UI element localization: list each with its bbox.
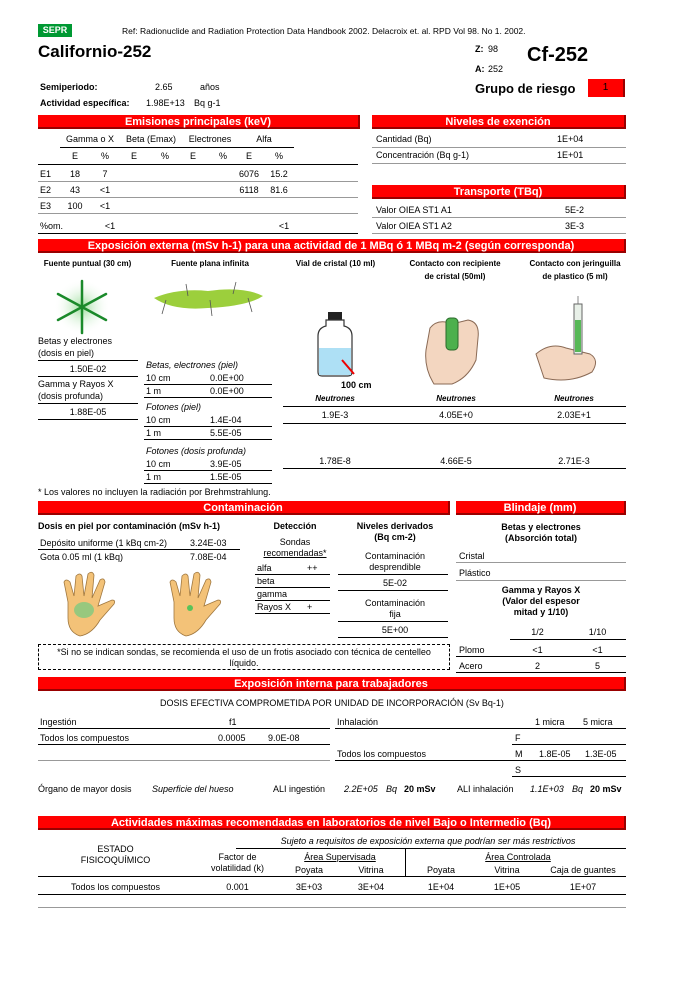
- plane-distance: 10 cm: [146, 459, 171, 469]
- neutrons-row1-vial: 1.9E-3: [321, 410, 349, 420]
- emissions-group-gamma: Gamma o X: [65, 134, 114, 144]
- beta-electrons-label-1: Betas y electrones: [38, 336, 113, 346]
- probe-note-1: *Si no se indican sondas, se recomienda el uso de un frotis asociado con técnica de centelleo: [57, 647, 431, 657]
- state-label-2: FISICOQUÍMICO: [80, 855, 151, 865]
- shield-lead-tenth: <1: [592, 645, 603, 655]
- exemption-concentration-value: 1E+01: [557, 150, 584, 160]
- a-value: 252: [488, 64, 504, 74]
- col-bench-supervised: Poyata: [294, 865, 324, 875]
- probes-label-1: Sondas: [279, 537, 311, 547]
- col-container-2: de cristal (50ml): [424, 272, 486, 281]
- plane-distance: 1 m: [146, 428, 162, 438]
- col-vial: Vial de cristal (10 ml): [295, 259, 376, 268]
- fixed-value: 5E+00: [381, 625, 409, 635]
- exemption-quantity-value: 1E+04: [557, 134, 584, 144]
- emissions-subhead: E: [189, 151, 196, 161]
- emissions-cell: <1: [99, 185, 111, 195]
- emissions-pct-value: <1: [104, 221, 116, 231]
- col-point-source: Fuente puntual (30 cm): [43, 259, 132, 268]
- deposit-label: Depósito uniforme (1 kBq cm-2): [40, 538, 168, 548]
- risk-label: Grupo de riesgo: [475, 81, 576, 96]
- plane-source-icon: [148, 278, 268, 323]
- emissions-row-label: E3: [40, 201, 52, 211]
- shielding-title: Blindaje (mm): [456, 501, 626, 515]
- plane-distance: 1 m: [146, 386, 162, 396]
- neutrons-label-syringe: Neutrones: [554, 394, 594, 403]
- transport-title: Transporte (TBq): [372, 185, 626, 199]
- reference-text: Ref: Radionuclide and Radiation Protection Data Handbook 2002. Delacroix et. al. RPD Vol 98. No 1. 2002.: [122, 26, 526, 36]
- max-activity-title: Actividades máximas recomendadas en laboratorios de nivel Bajo o Intermedio (Bq): [38, 816, 626, 830]
- hand-deposit-icon: [54, 570, 126, 642]
- half-life-unit: años: [200, 82, 220, 92]
- plane-value: 0.0E+00: [210, 386, 244, 396]
- shield-col-tenth: 1/10: [588, 627, 607, 637]
- shield-steel-half: 2: [534, 661, 540, 671]
- max-hood-supervised: 3E+04: [357, 882, 385, 892]
- nuclide-name: Californio-252: [38, 42, 152, 61]
- shield-col-half: 1/2: [531, 627, 544, 637]
- col-container-1: Contacto con recipiente: [409, 259, 501, 268]
- transport-a2-label: Valor OIEA ST1 A2: [376, 221, 452, 231]
- gamma-x-value: 1.88E-05: [69, 407, 107, 417]
- drop-label: Gota 0.05 ml (1 kBq): [40, 552, 124, 562]
- nuclide-symbol: Cf-252: [527, 44, 589, 66]
- emissions-subhead: %: [218, 151, 227, 161]
- ali-inhalation-value: 1.1E+03: [530, 784, 564, 794]
- beta-electrons-value: 1.50E-02: [69, 364, 107, 374]
- shield-glass-label: Cristal: [459, 551, 485, 561]
- container-hand-icon: [418, 298, 493, 388]
- fixed-label-2: fija: [389, 609, 401, 619]
- emissions-cell: 15.2: [270, 169, 288, 179]
- shield-gamma-title-3: mitad y 1/10): [513, 607, 569, 617]
- probe-label: Rayos X: [257, 602, 292, 612]
- emissions-title: Emisiones principales (keV): [38, 115, 360, 129]
- emissions-cell: <1: [99, 201, 111, 211]
- ali-inhalation-dose: 20 mSv: [590, 784, 622, 794]
- activity-value: 1.98E+13: [146, 98, 185, 108]
- external-title: Exposición externa (mSv h-1) para una actividad de 1 MBq ó 1 MBq m-2 (según corresponda): [38, 239, 626, 253]
- beta-electrons-label-2: (dosis en piel): [38, 348, 95, 358]
- neutrons-row1-container: 4.05E+0: [439, 410, 473, 420]
- micra1-label: 1 micra: [535, 717, 565, 727]
- ingestion-compounds-label: Todos los compuestos: [40, 733, 130, 743]
- shield-beta-title-1: Betas y electrones: [501, 522, 581, 532]
- max-bench-controlled: 1E+04: [427, 882, 455, 892]
- deposit-value: 3.24E-03: [190, 538, 227, 548]
- neutrons-row2-container: 4.66E-5: [440, 456, 472, 466]
- max-compounds-label: Todos los compuestos: [70, 882, 161, 892]
- shield-beta-title-2: (Absorción total): [505, 533, 577, 543]
- max-bench-supervised: 3E+03: [295, 882, 323, 892]
- shield-steel-label: Acero: [459, 661, 483, 671]
- shield-plastic-label: Plástico: [459, 568, 491, 578]
- probes-label-2: recomendadas*: [263, 548, 327, 558]
- neutrons-label-container: Neutrones: [436, 394, 476, 403]
- emissions-pct-label: %om.: [40, 221, 64, 231]
- ali-ingestion-value: 2.2E+05: [344, 784, 378, 794]
- ingestion-dose-value: 9.0E-08: [268, 733, 300, 743]
- emissions-cell: 81.6: [270, 185, 288, 195]
- emissions-group-beta: Beta (Emax): [125, 134, 176, 144]
- controlled-area-label: Área Controlada: [485, 852, 551, 862]
- emissions-cell: 7: [102, 169, 108, 179]
- inh-m-1micra: 1.8E-05: [539, 749, 571, 759]
- plane-value: 5.5E-05: [210, 428, 242, 438]
- plane-block-title: Betas, electrones (piel): [146, 360, 239, 370]
- inhalation-label: Inhalación: [337, 717, 379, 727]
- derived-title-1: Niveles derivados: [356, 521, 434, 531]
- exemption-title: Niveles de exención: [372, 115, 626, 129]
- plane-distance: 10 cm: [146, 415, 171, 425]
- shield-lead-half: <1: [532, 645, 543, 655]
- removable-label-2: desprendible: [369, 562, 421, 572]
- col-syringe-1: Contacto con jeringuilla: [529, 259, 621, 268]
- ali-inhalation-unit: Bq: [572, 784, 584, 794]
- external-footnote: * Los valores no incluyen la radiación por Brehmstrahlung.: [38, 487, 271, 497]
- detection-title: Detección: [273, 521, 317, 531]
- z-value: 98: [488, 44, 499, 54]
- vial-distance: 100 cm: [341, 380, 372, 390]
- emissions-subhead: E: [245, 151, 252, 161]
- skin-dose-title: Dosis en piel por contaminación (mSv h-1): [38, 521, 221, 531]
- probe-label: alfa: [257, 563, 272, 573]
- ali-inhalation-label: ALI inhalación: [457, 784, 514, 794]
- transport-a1-label: Valor OIEA ST1 A1: [376, 205, 452, 215]
- ingestion-f1-value: 0.0005: [218, 733, 246, 743]
- col-bench-controlled: Poyata: [426, 865, 456, 875]
- neutrons-row1-syringe: 2.03E+1: [557, 410, 591, 420]
- max-k-value: 0.001: [226, 882, 249, 892]
- emissions-row-label: E1: [40, 169, 52, 179]
- fixed-label-1: Contaminación: [364, 598, 426, 608]
- emissions-pct-value: <1: [278, 221, 290, 231]
- probe-label: beta: [257, 576, 275, 586]
- plane-value: 1.4E-04: [210, 415, 242, 425]
- activity-unit: Bq g-1: [194, 98, 221, 108]
- inh-m-5micra: 1.3E-05: [585, 749, 617, 759]
- probe-note-2: líquido.: [229, 658, 259, 668]
- inh-type-s: S: [515, 765, 522, 775]
- supervised-area-label: Área Supervisada: [304, 852, 376, 862]
- contamination-title: Contaminación: [38, 501, 450, 515]
- probe-value: ++: [307, 563, 318, 573]
- max-glovebox-controlled: 1E+07: [569, 882, 597, 892]
- inh-type-f: F: [515, 733, 521, 743]
- z-label: Z:: [475, 44, 484, 54]
- emissions-subhead: %: [274, 151, 283, 161]
- vial-icon: [312, 310, 362, 380]
- max-activity-note: Sujeto a requisitos de exposición externa que podrían ser más restrictivos: [280, 836, 576, 846]
- ingestion-label: Ingestión: [40, 717, 77, 727]
- activity-label: Actividad específica:: [40, 98, 130, 108]
- organ-value: Superficie del hueso: [152, 784, 234, 794]
- shield-gamma-title-1: Gamma y Rayos X: [501, 585, 581, 595]
- plane-value: 3.9E-05: [210, 459, 242, 469]
- transport-a2-value: 3E-3: [565, 221, 585, 231]
- removable-value: 5E-02: [382, 578, 408, 588]
- hand-drop-icon: [160, 570, 232, 642]
- col-hood-controlled: Vitrina: [494, 865, 520, 875]
- derived-title-2: (Bq cm-2): [374, 532, 416, 542]
- half-life-label: Semiperiodo:: [40, 82, 98, 92]
- micra5-label: 5 micra: [583, 717, 613, 727]
- factor-label-1: Factor de: [218, 852, 257, 862]
- neutrons-row2-syringe: 2.71E-3: [558, 456, 590, 466]
- emissions-row-label: E2: [40, 185, 52, 195]
- logo: SEPR: [38, 24, 72, 37]
- plane-distance: 10 cm: [146, 373, 171, 383]
- probe-label: gamma: [257, 589, 288, 599]
- factor-label-2: volatilidad (k): [210, 863, 265, 873]
- f1-label: f1: [229, 717, 237, 727]
- plane-value: 0.0E+00: [210, 373, 244, 383]
- emissions-group-electrons: Electrones: [188, 134, 232, 144]
- shield-gamma-title-2: (Valor del espesor: [502, 596, 580, 606]
- neutrons-label-vial: Neutrones: [315, 394, 355, 403]
- plane-block-title: Fotones (dosis profunda): [146, 446, 247, 456]
- removable-label-1: Contaminación: [364, 551, 426, 561]
- transport-a1-value: 5E-2: [565, 205, 585, 215]
- emissions-cell: 43: [69, 185, 80, 195]
- exemption-concentration-label: Concentración (Bq g-1): [376, 150, 470, 160]
- point-source-icon: [52, 277, 112, 337]
- organ-label: Órgano de mayor dosis: [38, 784, 132, 794]
- plane-block-title: Fotones (piel): [146, 402, 202, 412]
- internal-title: Exposición interna para trabajadores: [38, 677, 626, 691]
- emissions-subhead: %: [160, 151, 169, 161]
- gamma-x-label-1: Gamma y Rayos X: [38, 379, 114, 389]
- emissions-cell: 18: [69, 169, 80, 179]
- emissions-group-alpha: Alfa: [256, 134, 272, 144]
- col-syringe-2: de plastico (5 ml): [542, 272, 608, 281]
- emissions-subhead: E: [71, 151, 78, 161]
- exemption-quantity-label: Cantidad (Bq): [376, 134, 432, 144]
- emissions-cell: 6118: [239, 185, 259, 195]
- internal-subtitle: DOSIS EFECTIVA COMPROMETIDA POR UNIDAD DE INCORPORACIÓN (Sv Bq-1): [160, 698, 504, 708]
- col-plane-source: Fuente plana infinita: [171, 259, 249, 268]
- neutrons-row2-vial: 1.78E-8: [319, 456, 351, 466]
- emissions-subhead: %: [100, 151, 109, 161]
- emissions-cell: 6076: [238, 169, 260, 179]
- shield-steel-tenth: 5: [594, 661, 600, 671]
- probe-value: +: [307, 602, 313, 612]
- ali-ingestion-label: ALI ingestión: [273, 784, 326, 794]
- col-glovebox-controlled: Caja de guantes: [550, 865, 616, 875]
- emissions-cell: 100: [67, 201, 83, 211]
- inhalation-compounds-label: Todos los compuestos: [337, 749, 427, 759]
- gamma-x-label-2: (dosis profunda): [38, 391, 104, 401]
- emissions-subhead: E: [130, 151, 137, 161]
- half-life-value: 2.65: [155, 82, 173, 92]
- max-hood-controlled: 1E+05: [493, 882, 521, 892]
- inh-type-m: M: [515, 749, 523, 759]
- state-label-1: ESTADO: [97, 844, 134, 854]
- ali-ingestion-dose: 20 mSv: [404, 784, 436, 794]
- shield-lead-label: Plomo: [459, 645, 485, 655]
- col-hood-supervised: Vitrina: [358, 865, 384, 875]
- syringe-hand-icon: [530, 294, 610, 386]
- risk-badge: 1: [588, 79, 625, 97]
- plane-value: 1.5E-05: [210, 472, 242, 482]
- drop-value: 7.08E-04: [190, 552, 227, 562]
- ali-ingestion-unit: Bq: [386, 784, 398, 794]
- a-label: A:: [475, 64, 485, 74]
- plane-distance: 1 m: [146, 472, 162, 482]
